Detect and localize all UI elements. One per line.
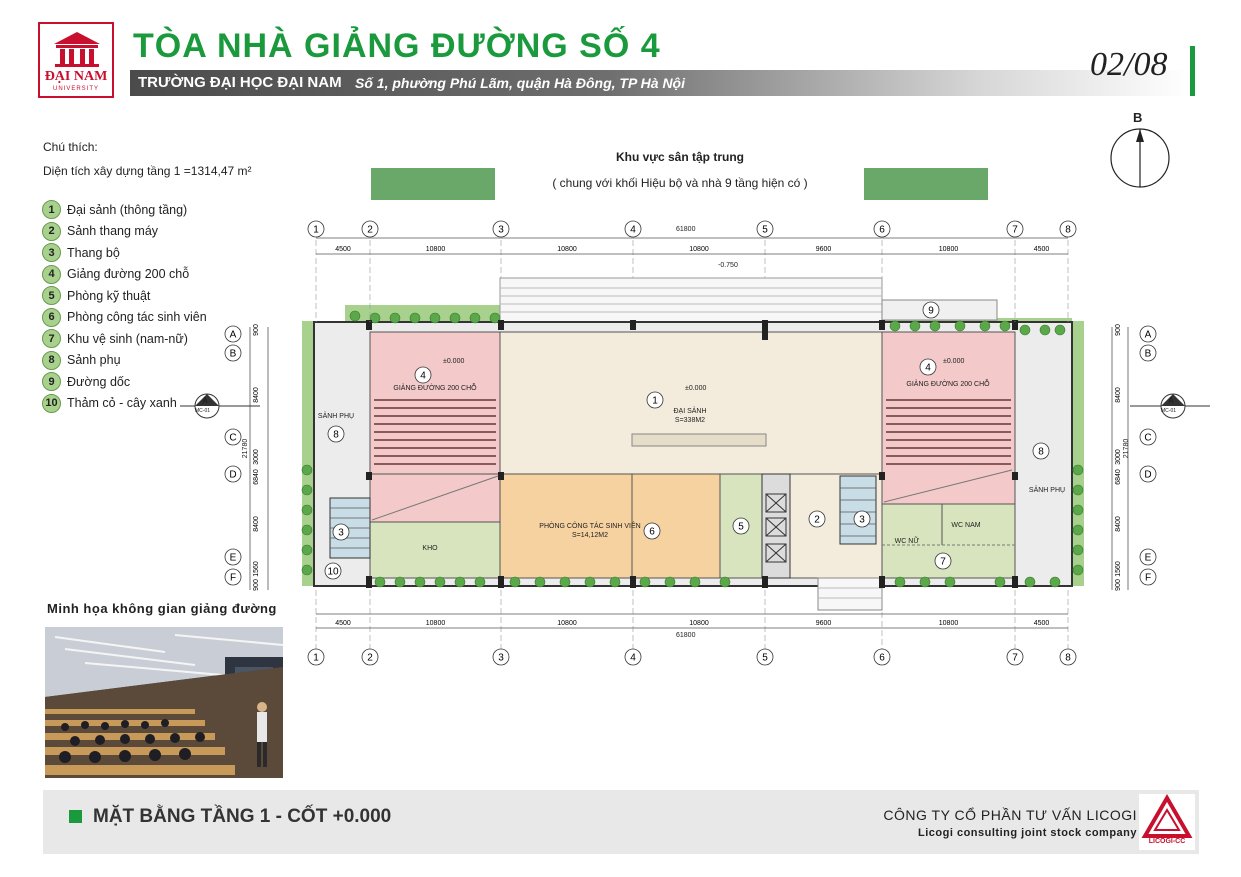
room-marker [935,553,951,569]
page-title: TÒA NHÀ GIẢNG ĐƯỜNG SỐ 4 [133,27,661,65]
logo-subtitle: UNIVERSITY [52,86,99,92]
legend-label: Thang bộ [67,245,120,260]
section-mark-left: A [202,396,208,405]
grid-row-bubble-left [225,549,241,565]
total-width-top: 61800 [676,226,696,233]
legend-number-badge: 1 [42,200,61,219]
lecture-hall-left-label: GIẢNG ĐƯỜNG 200 CHỖ [393,385,477,392]
grid-col-bubble-bottom [362,649,378,665]
footer-bar [43,790,1199,854]
legend-number-badge: 3 [42,243,61,262]
room-marker [647,392,663,408]
dimension-bottom: 10800 [557,620,577,627]
legend-number-badge: 8 [42,351,61,370]
legend-label: Giảng đường 200 chỗ [67,267,190,282]
licogi-brand: LICOGI-CC [1148,838,1186,845]
total-width-bottom: 61800 [676,632,696,639]
room-marker [854,511,870,527]
lecture-hall-photo [45,627,283,778]
dimension-bottom: 10800 [938,620,959,627]
svg-text:1: 1 [652,395,658,407]
svg-text:D: D [229,469,237,481]
grid-row-bubble-left [225,345,241,361]
legend-number-badge: 4 [42,265,61,284]
legend-number-badge: 9 [42,372,61,391]
side-lobby-left-label: SẢNH PHỤ [317,413,355,420]
svg-text:F: F [229,572,237,584]
dimension-side-left: 900 [253,324,260,336]
school-address: Số 1, phường Phú Lãm, quận Hà Đông, TP Hà Nội [355,75,685,91]
svg-text:1: 1 [313,652,319,664]
total-height-right: 21780 [1123,438,1131,459]
dimension-side-right: 8400 [1115,387,1122,403]
svg-text:E: E [1144,552,1152,564]
grid-col-bubble-bottom [874,649,890,665]
svg-text:B: B [1144,348,1152,360]
grid-row-bubble-right [1140,569,1156,585]
grid-row-bubble-left [225,326,241,342]
main-hall [500,332,882,474]
student-office-area-label: S=14,12M2 [572,532,608,539]
dimension-top: 10800 [689,246,709,253]
grid-col-bubble-top [625,221,641,237]
svg-text:3: 3 [859,514,865,526]
room-marker [920,359,936,375]
room-marker [328,426,344,442]
svg-text:3: 3 [498,652,504,664]
grid-col-bubble-top [1060,221,1076,237]
legend-label: Phòng công tác sinh viên [67,310,207,325]
room-marker [325,563,341,579]
grid-row-bubble-right [1140,549,1156,565]
svg-text:7: 7 [1012,224,1018,236]
svg-text:8: 8 [333,429,339,441]
grid-row-bubble-left [225,466,241,482]
legend-number-badge: 2 [42,222,61,241]
dimension-top: 4500 [1033,246,1050,253]
lecture-hall-right-label: GIẢNG ĐƯỜNG 200 CHỖ [906,381,990,388]
dimension-top: 10800 [425,246,446,253]
svg-text:10: 10 [327,566,339,578]
grid-col-bubble-bottom [757,649,773,665]
dimension-side-right: 900 [1115,324,1122,336]
dimension-top: 10800 [938,246,959,253]
svg-text:8: 8 [1038,446,1044,458]
legend-label: Đường dốc [67,374,131,389]
licogi-logo [1139,794,1195,850]
student-office-label: PHÒNG CÔNG TÁC SINH VIÊN [539,523,641,530]
legend-number-badge: 7 [42,329,61,348]
logo-name: ĐẠI NAM [44,69,108,84]
svg-text:7: 7 [1012,652,1018,664]
svg-text:E: E [229,552,237,564]
svg-text:3: 3 [498,224,504,236]
side-lobby-right-label: SẢNH PHỤ [1028,487,1066,494]
grid-col-bubble-top [757,221,773,237]
svg-text:9: 9 [928,305,934,317]
compass-label: B [1133,110,1143,125]
svg-text:4: 4 [420,370,426,382]
legend-area: Diện tích xây dựng tầng 1 =1314,47 m² [43,164,252,178]
ramp [882,300,997,320]
hall-label: ĐẠI SẢNH [673,408,707,415]
svg-text:5: 5 [762,224,768,236]
svg-text:7: 7 [940,556,946,568]
legend-number-badge: 10 [42,394,61,413]
dimension-side-right: 900 [1115,579,1122,591]
svg-text:1: 1 [313,224,319,236]
dimension-bottom: 10800 [689,620,709,627]
level-label-hall: ±0.000 [685,385,707,392]
level-label-right: ±0.000 [943,358,965,365]
dimension-side-right: 3000 [1115,449,1122,465]
svg-text:6: 6 [879,652,885,664]
dimension-side-left: 6840 [253,469,260,485]
grid-col-bubble-top [874,221,890,237]
dimension-side-left: 1560 [253,561,260,577]
grid-col-bubble-bottom [493,649,509,665]
illustration-title: Minh họa không gian giảng đường [47,601,277,616]
dimension-side-left: 3000 [253,449,260,465]
plan-title: MẶT BẰNG TẦNG 1 - CỐT +0.000 [93,806,392,827]
yard-title: Khu vực sân tập trung [615,150,745,164]
svg-text:5: 5 [762,652,768,664]
dimension-top: 10800 [557,246,577,253]
wc-female-label: WC NỮ [894,538,920,545]
section-ref-left: MC-01 [195,408,211,414]
legend-number-badge: 5 [42,286,61,305]
dimension-side-left: 8400 [253,387,260,403]
legend-number-badge: 6 [42,308,61,327]
yard-subtitle: ( chung với khối Hiệu bộ và nhà 9 tầng hiện có ) [552,176,808,190]
page-number: 02/08 [1090,46,1168,83]
hall-area-label: S=338M2 [674,417,706,424]
svg-text:6: 6 [879,224,885,236]
legend-label: Khu vệ sinh (nam-nữ) [67,331,188,346]
company-name: CÔNG TY CỔ PHẦN TƯ VẤN LICOGI [883,807,1137,823]
grid-row-bubble-left [225,569,241,585]
total-height-left: 21780 [242,438,250,459]
svg-text:A: A [1144,329,1152,341]
stair-right [840,476,876,544]
room-marker [733,518,749,534]
title-square-icon [69,810,82,823]
level-label-left: ±0.000 [443,358,465,365]
legend-label: Sảnh phụ [67,353,121,368]
room-marker [333,524,349,540]
wc-male-label: WC NAM [951,522,981,529]
grid-col-bubble-bottom [308,649,324,665]
level-label-outside: -0.750 [718,262,738,269]
company-name-en: Licogi consulting joint stock company [918,827,1137,839]
svg-text:2: 2 [814,514,820,526]
side-lobby-right [1015,352,1070,577]
svg-text:8: 8 [1065,224,1071,236]
room-marker [809,511,825,527]
grid-col-bubble-bottom [1007,649,1023,665]
legend-label: Thảm cỏ - cây xanh [67,396,177,411]
dimension-bottom: 10800 [425,620,446,627]
room-marker [1033,443,1049,459]
svg-text:2: 2 [367,224,373,236]
room-marker [415,367,431,383]
grid-col-bubble-top [1007,221,1023,237]
legend-label: Đại sảnh (thông tầng) [67,202,188,217]
svg-text:2: 2 [367,652,373,664]
grid-col-bubble-top [308,221,324,237]
svg-text:5: 5 [738,521,744,533]
dimension-side-right: 1560 [1115,561,1122,577]
svg-text:A: A [229,329,237,341]
svg-text:8: 8 [1065,652,1071,664]
dimension-top: 9600 [815,246,832,253]
svg-text:B: B [229,348,237,360]
dimension-bottom: 4500 [335,620,351,627]
dimension-bottom: 4500 [1033,620,1050,627]
dimension-side-right: 8400 [1115,516,1122,532]
legend-title: Chú thích: [43,140,98,154]
dimension-side-left: 900 [253,579,260,591]
svg-text:3: 3 [338,527,344,539]
top-canopy [500,278,882,322]
svg-text:D: D [1144,469,1152,481]
svg-text:6: 6 [649,526,655,538]
grid-row-bubble-right [1140,326,1156,342]
grid-col-bubble-bottom [1060,649,1076,665]
legend-label: Sảnh thang máy [67,224,159,239]
bottom-entrance [818,578,882,610]
dimension-side-left: 8400 [253,516,260,532]
section-mark-right: A [1168,396,1174,405]
svg-text:4: 4 [630,224,636,236]
section-ref-right: MC-01 [1161,408,1177,414]
lecture-hall-left [370,332,500,474]
dimension-bottom: 9600 [815,620,832,627]
grid-row-bubble-left [225,429,241,445]
room-marker [923,302,939,318]
svg-text:C: C [1144,432,1152,444]
grid-col-bubble-top [362,221,378,237]
dimension-top: 4500 [335,246,351,253]
svg-text:F: F [1144,572,1152,584]
legend-label: Phòng kỹ thuật [67,288,151,303]
section-marker-left [180,394,260,418]
grid-row-bubble-right [1140,466,1156,482]
svg-text:4: 4 [630,652,636,664]
dimension-side-right: 6840 [1115,469,1122,485]
svg-text:4: 4 [925,362,931,374]
grid-col-bubble-top [493,221,509,237]
school-name: TRƯỜNG ĐẠI HỌC ĐẠI NAM [138,74,342,91]
svg-text:C: C [229,432,237,444]
grid-row-bubble-right [1140,345,1156,361]
store-label: KHO [422,545,438,552]
grid-row-bubble-right [1140,429,1156,445]
grid-col-bubble-bottom [625,649,641,665]
